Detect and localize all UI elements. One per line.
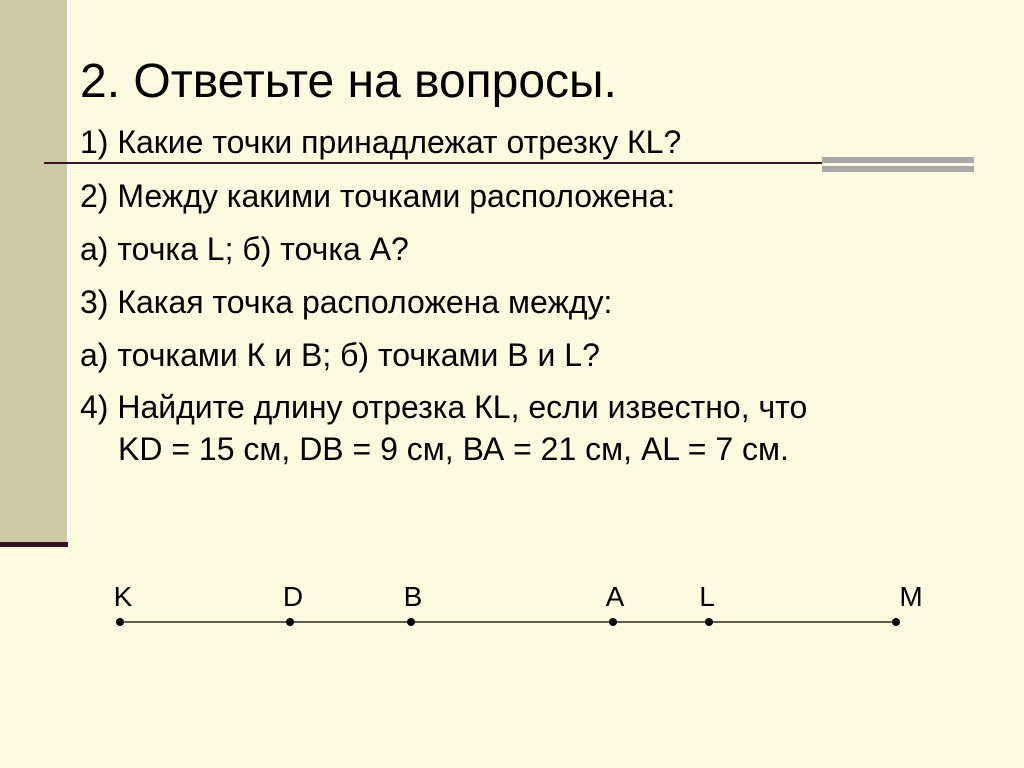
segment-diagram: [0, 560, 1024, 660]
question-1: 1) Какие точки принадлежат отрезку КL?: [80, 124, 682, 160]
point-d: [286, 618, 294, 626]
point-b: [407, 618, 415, 626]
point-l: [705, 618, 713, 626]
point-k: [116, 618, 124, 626]
slide-title: 2. Ответьте на вопросы.: [80, 55, 617, 108]
question-2-options: а) точка L; б) точка А?: [80, 231, 409, 267]
question-3-options: а) точками К и В; б) точками В и L?: [80, 337, 600, 373]
question-4: 4) Найдите длину отрезка КL, если известно, что: [80, 389, 808, 425]
point-label-k: K: [113, 581, 133, 612]
question-4-givens: KD = 15 см, DB = 9 см, ВА = 21 см, AL = 7 см.: [118, 431, 789, 467]
question-3: 3) Какая точка расположена между:: [80, 284, 613, 320]
point-a: [609, 618, 617, 626]
point-label-b: B: [403, 581, 423, 612]
question-2: 2) Между какими точками расположена:: [80, 178, 676, 214]
point-label-l: L: [699, 581, 715, 612]
point-m: [892, 618, 900, 626]
sidebar-edge: [67, 0, 70, 544]
sidebar-underline: [0, 542, 68, 547]
point-label-m: M: [899, 581, 923, 612]
point-label-d: D: [282, 581, 304, 612]
title-rule-accent: [822, 157, 974, 175]
sidebar-band: [0, 0, 67, 544]
point-label-a: A: [605, 581, 625, 612]
